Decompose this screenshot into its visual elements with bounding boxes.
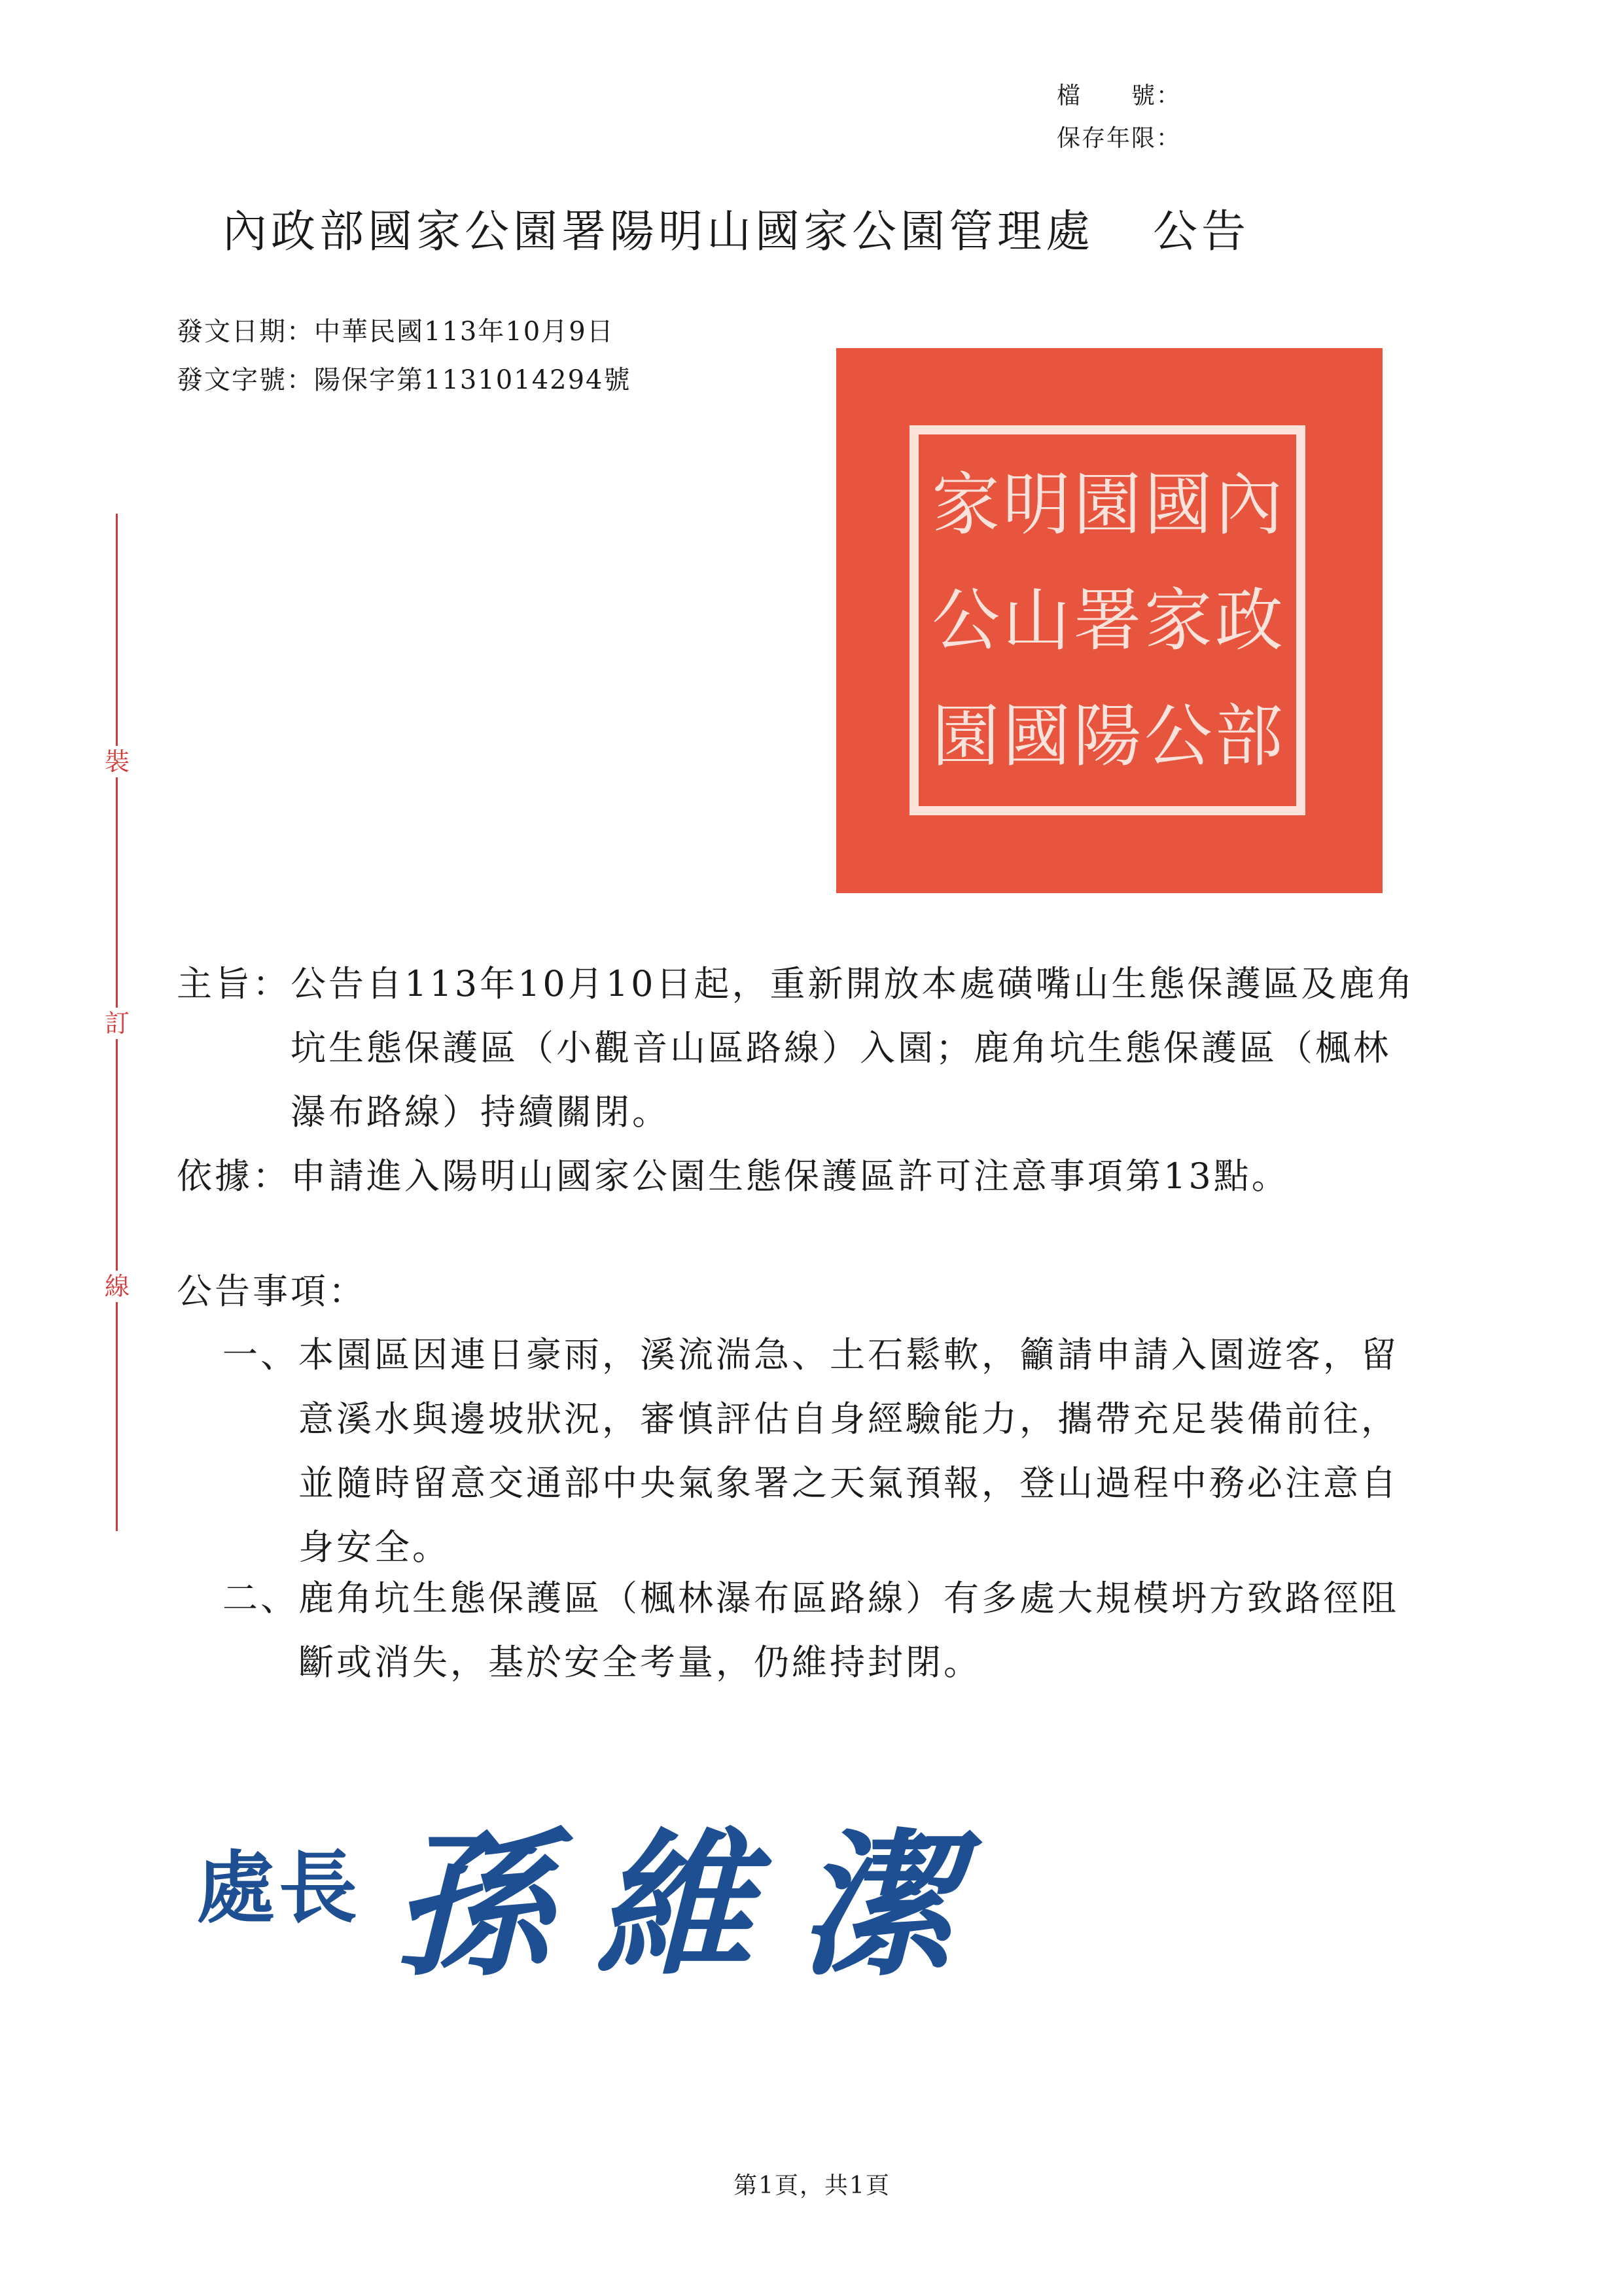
items-heading: 公告事項：: [177, 1271, 366, 1312]
seal-char: 明: [1002, 464, 1071, 544]
binding-char-xian: 線: [101, 1271, 133, 1302]
basis-label: 依據：: [177, 1156, 291, 1197]
seal-char: 園: [932, 696, 1000, 777]
seal-char: 內: [1214, 464, 1283, 544]
seal-char: 山: [1002, 580, 1071, 660]
subject-label: 主旨：: [177, 963, 291, 1004]
item-marker: 二、: [222, 1578, 298, 1619]
seal-char: 國: [1144, 464, 1212, 544]
agency-name: 內政部國家公園署陽明山國家公園管理處: [222, 206, 1095, 258]
seal-char: 家: [1144, 580, 1212, 660]
official-seal: [836, 348, 1383, 893]
basis-text: 申請進入陽明山國家公園生態保護區許可注意事項第13點。: [291, 1156, 1290, 1197]
issue-number: [177, 356, 631, 404]
seal-char: 署: [1073, 580, 1142, 660]
seal-char: 家: [932, 464, 1000, 544]
doc-type: 公告: [1153, 206, 1250, 258]
seal-char: 公: [932, 580, 1000, 660]
document-title: [222, 196, 1250, 260]
binding-char-ding: 訂: [101, 1008, 133, 1039]
seal-char: 部: [1214, 696, 1283, 777]
binding-char-zhuang: 裝: [101, 746, 133, 777]
signature-title: 處長: [196, 1842, 361, 1934]
seal-border: [909, 425, 1305, 815]
notice-item: [222, 1323, 1423, 1580]
seal-char: 公: [1144, 696, 1212, 777]
seal-char: 政: [1214, 580, 1283, 660]
item-text: 本園區因連日豪雨，溪流湍急、土石鬆軟，籲請申請入園遊客，留意溪水與邊坡狀況，審慎評估自身經驗能力，攜帶充足裝備前往，並隨時留意交通部中央氣象署之天氣預報，登山過程中務必注意自身安全。: [298, 1334, 1399, 1568]
issue-date-label: 發文日期：: [177, 317, 314, 347]
signature-name: 孫維潔: [393, 1813, 1002, 1998]
page-number: 第1頁，共1頁: [733, 2172, 891, 2199]
notice-item: [222, 1566, 1423, 1695]
retention-label: 保存年限：: [1057, 125, 1182, 152]
item-marker: 一、: [222, 1334, 298, 1375]
seal-char: 園: [1073, 464, 1142, 544]
issue-date-value: 中華民國113年10月9日: [314, 317, 614, 347]
issue-number-value: 陽保字第1131014294號: [314, 365, 631, 395]
file-number-label: 檔 號：: [1057, 82, 1182, 109]
issue-date: [177, 308, 614, 356]
seal-char: 國: [1002, 696, 1071, 777]
item-text: 鹿角坑生態保護區（楓林瀑布區路線）有多處大規模坍方致路徑阻斷或消失，基於安全考量，仍維持封閉。: [298, 1578, 1399, 1683]
issue-number-label: 發文字號：: [177, 365, 314, 395]
subject-text: 公告自113年10月10日起，重新開放本處磺嘴山生態保護區及鹿角坑生態保護區（小觀音山區路線）入園；鹿角坑生態保護區（楓林瀑布路線）持續關閉。: [291, 963, 1415, 1133]
subject-section: [177, 952, 1423, 1144]
basis-section: [177, 1144, 1423, 1209]
seal-characters: [930, 446, 1284, 794]
seal-char: 陽: [1073, 696, 1142, 777]
